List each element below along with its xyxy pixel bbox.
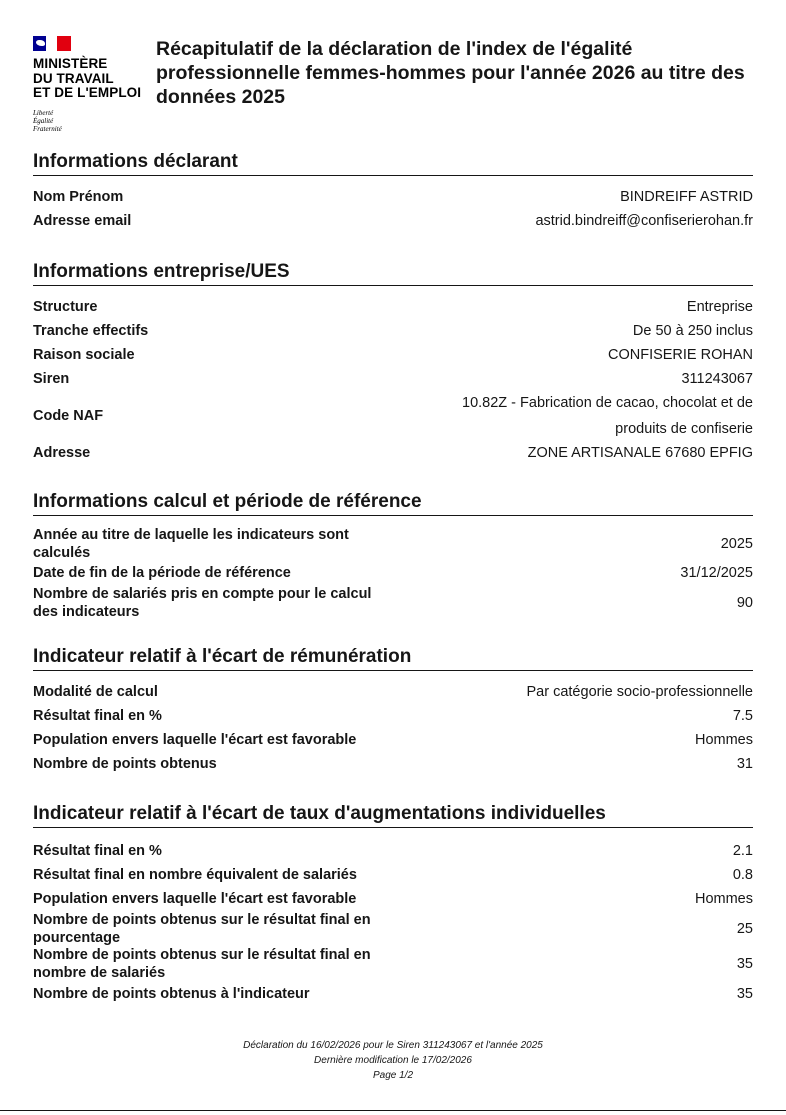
row-value: 31 bbox=[736, 756, 753, 772]
info-row bbox=[33, 209, 753, 233]
row-label: Population envers laquelle l'écart est favorable bbox=[33, 891, 357, 907]
section-entreprise bbox=[33, 261, 753, 465]
row-value: ZONE ARTISANALE 67680 EPFIG bbox=[527, 445, 753, 461]
declaration-date: Déclaration du 16/02/2026 pour le Siren 311243067 et l'année 2025 bbox=[243, 1040, 543, 1051]
section-heading: Indicateur relatif à l'écart de rémunération bbox=[33, 646, 753, 671]
row-value: astrid.bindreiff@confiserierohan.fr bbox=[535, 213, 753, 229]
row-value: CONFISERIE ROHAN bbox=[607, 347, 753, 363]
info-row bbox=[33, 185, 753, 209]
ministry-line: MINISTÈRE bbox=[33, 56, 108, 71]
info-row bbox=[33, 295, 753, 319]
ministry-logo bbox=[33, 36, 151, 133]
row-label: Code NAF bbox=[33, 408, 104, 424]
info-row bbox=[33, 367, 753, 391]
row-value: 2.1 bbox=[732, 843, 753, 859]
info-row bbox=[33, 839, 753, 863]
row-value: Hommes bbox=[694, 891, 753, 907]
row-label: Résultat final en % bbox=[33, 708, 162, 724]
row-label: Date de fin de la période de référence bbox=[33, 565, 291, 581]
row-label: Tranche effectifs bbox=[33, 323, 149, 339]
row-value: 25 bbox=[736, 921, 753, 937]
info-row bbox=[33, 728, 753, 752]
document-header bbox=[33, 36, 753, 136]
section-declarant bbox=[33, 151, 753, 233]
motto-line: Fraternité bbox=[33, 124, 62, 133]
row-label: Adresse bbox=[33, 445, 91, 461]
row-value: 0.8 bbox=[732, 867, 753, 883]
row-label: Nombre de points obtenus à l'indicateur bbox=[33, 986, 310, 1002]
row-value: Entreprise bbox=[686, 299, 753, 315]
row-value: 2025 bbox=[720, 536, 753, 552]
document-footer bbox=[0, 1038, 786, 1083]
row-value: 10.82Z - Fabrication de cacao, chocolat et de produits de confiserie bbox=[462, 395, 753, 437]
ministry-line: DU TRAVAIL bbox=[33, 70, 114, 86]
info-row bbox=[33, 343, 753, 367]
row-value: 7.5 bbox=[732, 708, 753, 724]
row-label: Modalité de calcul bbox=[33, 684, 158, 700]
row-label: Nombre de salariés pris en compte pour le calcul des indicateurs bbox=[33, 586, 372, 620]
section-heading: Informations calcul et période de référence bbox=[33, 491, 753, 516]
info-row bbox=[33, 563, 753, 583]
info-row bbox=[33, 911, 753, 947]
info-row bbox=[33, 863, 753, 887]
motto-line: Égalité bbox=[33, 116, 54, 125]
ministry-line: ET DE L'EMPLOI bbox=[33, 85, 142, 100]
last-modified: Dernière modification le 17/02/2026 bbox=[314, 1055, 472, 1066]
section-heading: Indicateur relatif à l'écart de taux d'augmentations individuelles bbox=[33, 803, 753, 828]
row-label: Résultat final en % bbox=[33, 843, 162, 859]
page-divider bbox=[0, 1110, 786, 1111]
info-row bbox=[33, 441, 753, 465]
row-label: Résultat final en nombre équivalent de salariés bbox=[33, 867, 357, 883]
row-label: Population envers laquelle l'écart est favorable bbox=[33, 732, 357, 748]
info-row bbox=[33, 981, 753, 1007]
info-row bbox=[33, 680, 753, 704]
info-row bbox=[33, 947, 753, 981]
row-label: Structure bbox=[33, 299, 98, 315]
row-label: Siren bbox=[33, 371, 70, 387]
row-label: Nombre de points obtenus bbox=[33, 756, 217, 772]
ministry-name bbox=[33, 57, 151, 101]
row-value: 90 bbox=[736, 595, 753, 611]
row-label: Nom Prénom bbox=[33, 189, 124, 205]
row-label: Nombre de points obtenus sur le résultat final en pourcentage bbox=[33, 912, 371, 946]
section-heading: Informations entreprise/UES bbox=[33, 261, 753, 286]
row-value: Hommes bbox=[694, 732, 753, 748]
row-label: Nombre de points obtenus sur le résultat final en nombre de salariés bbox=[33, 947, 371, 981]
row-label: Adresse email bbox=[33, 213, 132, 229]
info-row bbox=[33, 525, 753, 563]
section-heading: Informations déclarant bbox=[33, 151, 753, 176]
document-title: Récapitulatif de la déclaration de l'index de l'égalité professionnelle femmes-hommes pour l'année 2026 au titre des données 2025 bbox=[156, 38, 745, 108]
info-row bbox=[33, 319, 753, 343]
row-value: Par catégorie socio-professionnelle bbox=[526, 684, 753, 700]
republic-motto bbox=[33, 109, 151, 133]
section-augmentations bbox=[33, 803, 753, 1007]
motto-line: Liberté bbox=[33, 108, 54, 117]
row-label: Raison sociale bbox=[33, 347, 135, 363]
row-value: BINDREIFF ASTRID bbox=[620, 189, 753, 205]
section-remuneration bbox=[33, 646, 753, 776]
row-label: Année au titre de laquelle les indicateurs sont calculés bbox=[33, 527, 349, 561]
info-row bbox=[33, 887, 753, 911]
info-row bbox=[33, 391, 753, 441]
info-row bbox=[33, 583, 753, 623]
section-calcul bbox=[33, 491, 753, 623]
marianne-flag-icon bbox=[33, 36, 71, 51]
page-number: Page 1/2 bbox=[372, 1070, 414, 1081]
row-value: 31/12/2025 bbox=[680, 565, 753, 581]
info-row bbox=[33, 752, 753, 776]
row-value: 35 bbox=[736, 986, 753, 1002]
row-value: 35 bbox=[736, 956, 753, 972]
info-row bbox=[33, 704, 753, 728]
row-value: 311243067 bbox=[681, 371, 753, 387]
row-value: De 50 à 250 inclus bbox=[632, 323, 753, 339]
